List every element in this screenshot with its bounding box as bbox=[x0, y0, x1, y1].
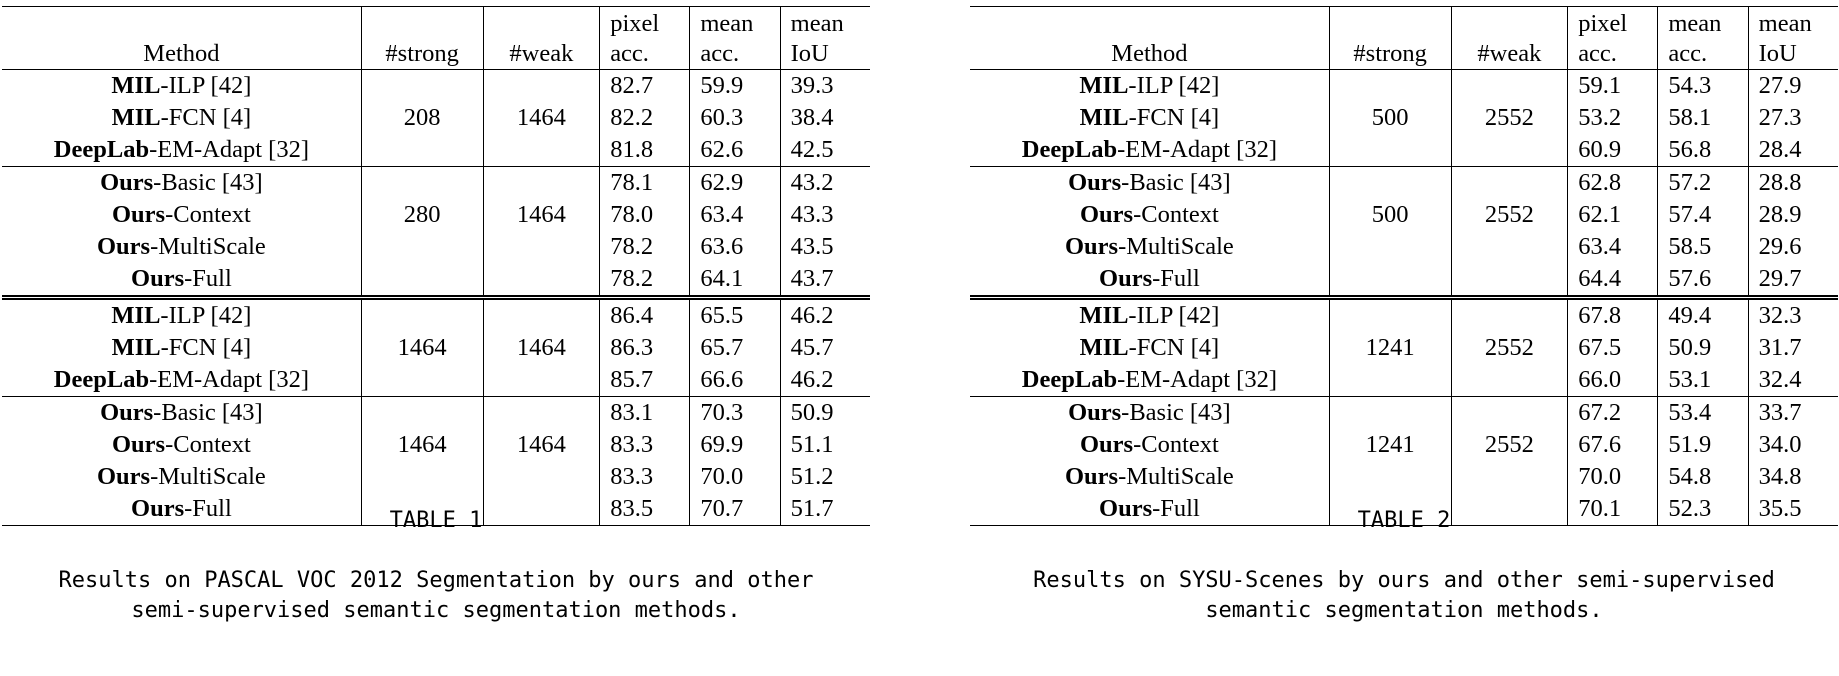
method-name-bold: Ours bbox=[97, 233, 151, 260]
method-name-suffix: -Full bbox=[184, 495, 232, 522]
table-row bbox=[2, 429, 870, 461]
mean-acc-cell: 50.9 bbox=[1658, 332, 1748, 364]
pixel-acc-cell: 78.0 bbox=[600, 199, 690, 231]
strong-count-cell: 1464 bbox=[361, 429, 483, 461]
method-cell bbox=[2, 102, 361, 134]
pixel-acc-cell: 64.4 bbox=[1568, 263, 1658, 298]
method-name-bold: Ours bbox=[1065, 233, 1119, 260]
mean-acc-cell: 52.3 bbox=[1658, 493, 1748, 526]
table-row bbox=[2, 134, 870, 167]
method-name-bold: DeepLab bbox=[1021, 136, 1118, 163]
header-mean-iou: mean IoU bbox=[1748, 7, 1838, 70]
pixel-acc-cell: 78.1 bbox=[600, 167, 690, 200]
method-name-bold: Ours bbox=[1099, 495, 1153, 522]
method-name-suffix: -ILP [42] bbox=[160, 72, 252, 99]
strong-count-cell bbox=[361, 364, 483, 397]
strong-count-cell: 1464 bbox=[361, 332, 483, 364]
weak-count-cell: 1464 bbox=[483, 332, 600, 364]
mean-iou-cell: 31.7 bbox=[1758, 334, 1802, 361]
weak-count-cell bbox=[483, 263, 600, 298]
strong-count-cell bbox=[1329, 231, 1451, 263]
method-name-bold: MIL bbox=[111, 302, 161, 329]
mean-iou-cell: 35.5 bbox=[1748, 493, 1838, 526]
method-name-suffix: -FCN [4] bbox=[160, 334, 252, 361]
pixel-acc-cell: 83.3 bbox=[600, 429, 690, 461]
weak-count-cell bbox=[1451, 298, 1568, 333]
strong-count-cell: 208 bbox=[361, 102, 483, 134]
strong-count-cell bbox=[361, 397, 483, 430]
weak-count-cell: 2552 bbox=[1451, 199, 1568, 231]
method-cell bbox=[2, 332, 361, 364]
method-name-bold: Ours bbox=[97, 463, 151, 490]
method-cell bbox=[970, 70, 1329, 103]
mean-iou-cell: 51.1 bbox=[790, 431, 834, 458]
header-weak: #weak bbox=[1451, 7, 1568, 70]
mean-acc-cell: 58.5 bbox=[1658, 231, 1748, 263]
strong-count-cell bbox=[1329, 364, 1451, 397]
method-name-suffix: -ILP [42] bbox=[1128, 302, 1220, 329]
mean-iou-cell: 34.0 bbox=[1758, 431, 1802, 458]
mean-acc-cell: 62.6 bbox=[690, 134, 780, 167]
mean-iou-cell: 38.4 bbox=[790, 104, 834, 131]
mean-acc-cell: 56.8 bbox=[1658, 134, 1748, 167]
method-name-suffix: -FCN [4] bbox=[1128, 334, 1220, 361]
mean-iou-cell: 29.6 bbox=[1758, 233, 1802, 260]
table-row bbox=[970, 167, 1838, 200]
header-method: Method bbox=[2, 7, 361, 70]
method-name-bold: MIL bbox=[111, 104, 161, 131]
method-name-bold: MIL bbox=[1079, 104, 1129, 131]
strong-count-cell: 280 bbox=[361, 199, 483, 231]
mean-iou-cell: 27.3 bbox=[1758, 104, 1802, 131]
method-name-bold: Ours bbox=[100, 169, 154, 196]
table-row bbox=[2, 70, 870, 103]
mean-acc-cell: 63.6 bbox=[690, 231, 780, 263]
table-1-caption bbox=[2, 476, 870, 626]
method-name-bold: Ours bbox=[111, 201, 166, 228]
mean-iou-cell: 43.3 bbox=[790, 201, 834, 228]
weak-count-cell: 1464 bbox=[483, 199, 600, 231]
pixel-acc-cell: 67.2 bbox=[1568, 397, 1658, 430]
strong-count-cell bbox=[361, 231, 483, 263]
mean-acc-cell: 60.3 bbox=[690, 102, 780, 134]
pixel-acc-cell: 59.1 bbox=[1568, 70, 1658, 103]
table-header-row bbox=[970, 7, 1838, 70]
method-name-suffix: -ILP [42] bbox=[160, 302, 252, 329]
table-row bbox=[970, 364, 1838, 397]
results-table-1-container bbox=[2, 6, 870, 526]
mean-iou-cell: 33.7 bbox=[1758, 399, 1802, 426]
method-name-suffix: -Context bbox=[1133, 201, 1219, 228]
method-cell bbox=[970, 231, 1329, 263]
header-mean-acc: mean acc. bbox=[690, 7, 780, 70]
method-name-suffix: -MultiScale bbox=[1118, 463, 1234, 490]
method-name-suffix: -Context bbox=[165, 201, 251, 228]
table-row bbox=[970, 332, 1838, 364]
method-cell bbox=[2, 364, 361, 397]
mean-acc-cell: 69.9 bbox=[690, 429, 780, 461]
mean-acc-cell: 53.1 bbox=[1658, 364, 1748, 397]
pixel-acc-cell: 70.0 bbox=[1568, 461, 1658, 493]
mean-iou-cell: 42.5 bbox=[780, 134, 870, 167]
weak-count-cell bbox=[483, 167, 600, 200]
method-cell bbox=[2, 298, 361, 333]
pixel-acc-cell: 83.1 bbox=[600, 397, 690, 430]
mean-iou-cell: 46.2 bbox=[780, 364, 870, 397]
mean-iou-cell: 45.7 bbox=[790, 334, 834, 361]
method-name-bold: MIL bbox=[1079, 302, 1129, 329]
table-row bbox=[970, 102, 1838, 134]
method-name-bold: Ours bbox=[1068, 169, 1122, 196]
table-row bbox=[970, 199, 1838, 231]
table-row bbox=[970, 429, 1838, 461]
table-row bbox=[2, 397, 870, 430]
mean-iou-cell: 32.3 bbox=[1758, 302, 1802, 329]
method-cell bbox=[970, 134, 1329, 167]
method-name-suffix: -EM-Adapt [32] bbox=[1117, 136, 1277, 163]
pixel-acc-cell: 83.3 bbox=[600, 461, 690, 493]
mean-iou-cell: 28.4 bbox=[1748, 134, 1838, 167]
table-2-caption-text: Results on SYSU-Scenes by ours and other semi-supervised semantic segmentation methods. bbox=[1033, 568, 1775, 623]
pixel-acc-cell: 67.8 bbox=[1568, 298, 1658, 333]
header-pixel-acc: pixel acc. bbox=[600, 7, 690, 70]
mean-acc-cell: 65.7 bbox=[690, 332, 780, 364]
weak-count-cell: 2552 bbox=[1451, 332, 1568, 364]
table-body bbox=[970, 70, 1838, 526]
mean-acc-cell: 64.1 bbox=[690, 263, 780, 298]
mean-acc-cell: 57.6 bbox=[1658, 263, 1748, 298]
results-table-2 bbox=[970, 6, 1838, 526]
pixel-acc-cell: 63.4 bbox=[1568, 231, 1658, 263]
method-cell bbox=[970, 263, 1329, 298]
table-row bbox=[2, 102, 870, 134]
results-table-2-container bbox=[970, 6, 1838, 526]
mean-iou-cell: 28.8 bbox=[1758, 169, 1802, 196]
pixel-acc-cell: 67.6 bbox=[1568, 429, 1658, 461]
pixel-acc-cell: 82.2 bbox=[600, 102, 690, 134]
strong-count-cell bbox=[1329, 397, 1451, 430]
weak-count-cell bbox=[483, 231, 600, 263]
table-2-caption-title: TABLE 2 bbox=[1357, 508, 1451, 533]
mean-acc-cell: 54.3 bbox=[1658, 70, 1748, 103]
method-cell bbox=[970, 199, 1329, 231]
mean-iou-cell: 27.9 bbox=[1758, 72, 1802, 99]
weak-count-cell bbox=[1451, 263, 1568, 298]
results-table-1 bbox=[2, 6, 870, 526]
table-1-caption-title: TABLE 1 bbox=[389, 508, 483, 533]
mean-iou-cell: 34.8 bbox=[1758, 463, 1802, 490]
table-row bbox=[2, 231, 870, 263]
mean-acc-cell: 57.2 bbox=[1658, 167, 1748, 200]
mean-acc-cell: 63.4 bbox=[690, 199, 780, 231]
header-mean-acc: mean acc. bbox=[1658, 7, 1748, 70]
table-row bbox=[970, 70, 1838, 103]
mean-iou-cell: 50.9 bbox=[790, 399, 834, 426]
method-name-suffix: -Full bbox=[1152, 265, 1200, 292]
table-2-caption bbox=[970, 476, 1838, 626]
method-name-suffix: -EM-Adapt [32] bbox=[1117, 366, 1277, 393]
header-method: Method bbox=[970, 7, 1329, 70]
mean-iou-cell: 43.5 bbox=[790, 233, 834, 260]
method-cell bbox=[2, 134, 361, 167]
weak-count-cell bbox=[483, 134, 600, 167]
mean-iou-cell: 43.2 bbox=[790, 169, 834, 196]
strong-count-cell bbox=[361, 134, 483, 167]
table-row bbox=[2, 364, 870, 397]
pixel-acc-cell: 66.0 bbox=[1568, 364, 1658, 397]
table-row bbox=[970, 231, 1838, 263]
method-cell bbox=[970, 298, 1329, 333]
mean-iou-cell: 43.7 bbox=[780, 263, 870, 298]
table-1-caption-text: Results on PASCAL VOC 2012 Segmentation by ours and other semi-supervised semantic segmentation methods. bbox=[58, 568, 814, 623]
method-cell bbox=[970, 332, 1329, 364]
method-cell bbox=[970, 397, 1329, 430]
strong-count-cell: 1241 bbox=[1329, 332, 1451, 364]
header-pixel-acc: pixel acc. bbox=[1568, 7, 1658, 70]
method-name-suffix: -ILP [42] bbox=[1128, 72, 1220, 99]
method-name-suffix: -Basic [43] bbox=[1121, 399, 1231, 426]
table-header-row bbox=[2, 7, 870, 70]
method-name-suffix: -MultiScale bbox=[150, 463, 266, 490]
mean-acc-cell: 59.9 bbox=[690, 70, 780, 103]
pixel-acc-cell: 62.1 bbox=[1568, 199, 1658, 231]
method-name-suffix: -MultiScale bbox=[1118, 233, 1234, 260]
mean-acc-cell: 51.9 bbox=[1658, 429, 1748, 461]
weak-count-cell bbox=[1451, 397, 1568, 430]
method-name-bold: MIL bbox=[111, 72, 161, 99]
table-row bbox=[970, 263, 1838, 298]
weak-count-cell: 1464 bbox=[483, 429, 600, 461]
weak-count-cell bbox=[1451, 231, 1568, 263]
method-name-suffix: -EM-Adapt [32] bbox=[149, 136, 309, 163]
weak-count-cell bbox=[483, 364, 600, 397]
method-name-bold: DeepLab bbox=[53, 136, 150, 163]
pixel-acc-cell: 81.8 bbox=[600, 134, 690, 167]
weak-count-cell bbox=[483, 70, 600, 103]
table-row bbox=[2, 167, 870, 200]
mean-acc-cell: 70.0 bbox=[690, 461, 780, 493]
method-cell bbox=[2, 167, 361, 200]
strong-count-cell bbox=[1329, 263, 1451, 298]
method-name-suffix: -Basic [43] bbox=[153, 169, 263, 196]
mean-acc-cell: 65.5 bbox=[690, 298, 780, 333]
pixel-acc-cell: 53.2 bbox=[1568, 102, 1658, 134]
table-row bbox=[970, 397, 1838, 430]
method-name-suffix: -EM-Adapt [32] bbox=[149, 366, 309, 393]
strong-count-cell bbox=[361, 167, 483, 200]
strong-count-cell bbox=[361, 298, 483, 333]
mean-acc-cell: 66.6 bbox=[690, 364, 780, 397]
method-cell bbox=[2, 231, 361, 263]
strong-count-cell bbox=[361, 70, 483, 103]
weak-count-cell: 2552 bbox=[1451, 102, 1568, 134]
pixel-acc-cell: 83.5 bbox=[600, 493, 690, 526]
weak-count-cell bbox=[1451, 364, 1568, 397]
table-body bbox=[2, 70, 870, 526]
mean-acc-cell: 58.1 bbox=[1658, 102, 1748, 134]
mean-iou-cell: 39.3 bbox=[790, 72, 834, 99]
mean-iou-cell: 32.4 bbox=[1748, 364, 1838, 397]
header-weak: #weak bbox=[483, 7, 600, 70]
mean-iou-cell: 51.2 bbox=[790, 463, 834, 490]
strong-count-cell: 500 bbox=[1329, 199, 1451, 231]
method-name-bold: Ours bbox=[1079, 201, 1134, 228]
pixel-acc-cell: 78.2 bbox=[600, 231, 690, 263]
method-name-bold: MIL bbox=[1079, 72, 1129, 99]
strong-count-cell bbox=[361, 263, 483, 298]
method-name-bold: MIL bbox=[1079, 334, 1129, 361]
method-name-bold: Ours bbox=[1065, 463, 1119, 490]
method-name-bold: Ours bbox=[1079, 431, 1134, 458]
pixel-acc-cell: 62.8 bbox=[1568, 167, 1658, 200]
method-cell bbox=[970, 102, 1329, 134]
strong-count-cell bbox=[1329, 298, 1451, 333]
method-name-bold: Ours bbox=[131, 495, 185, 522]
method-name-bold: MIL bbox=[111, 334, 161, 361]
mean-acc-cell: 53.4 bbox=[1658, 397, 1748, 430]
method-name-bold: DeepLab bbox=[53, 366, 150, 393]
method-name-suffix: -Context bbox=[1133, 431, 1219, 458]
weak-count-cell bbox=[1451, 70, 1568, 103]
method-cell bbox=[2, 397, 361, 430]
method-name-suffix: -Basic [43] bbox=[153, 399, 263, 426]
pixel-acc-cell: 86.4 bbox=[600, 298, 690, 333]
method-name-bold: Ours bbox=[131, 265, 185, 292]
method-name-suffix: -Context bbox=[165, 431, 251, 458]
method-name-bold: DeepLab bbox=[1021, 366, 1118, 393]
method-cell bbox=[2, 263, 361, 298]
strong-count-cell bbox=[1329, 70, 1451, 103]
pixel-acc-cell: 82.7 bbox=[600, 70, 690, 103]
method-name-bold: Ours bbox=[111, 431, 166, 458]
mean-acc-cell: 70.3 bbox=[690, 397, 780, 430]
table-row bbox=[2, 199, 870, 231]
mean-acc-cell: 62.9 bbox=[690, 167, 780, 200]
mean-iou-cell: 29.7 bbox=[1748, 263, 1838, 298]
mean-iou-cell: 46.2 bbox=[790, 302, 834, 329]
header-strong: #strong bbox=[1329, 7, 1451, 70]
method-name-suffix: -FCN [4] bbox=[160, 104, 252, 131]
strong-count-cell: 500 bbox=[1329, 102, 1451, 134]
method-name-suffix: -MultiScale bbox=[150, 233, 266, 260]
weak-count-cell bbox=[1451, 134, 1568, 167]
method-cell bbox=[970, 429, 1329, 461]
pixel-acc-cell: 70.1 bbox=[1568, 493, 1658, 526]
mean-acc-cell: 70.7 bbox=[690, 493, 780, 526]
mean-acc-cell: 57.4 bbox=[1658, 199, 1748, 231]
table-row bbox=[970, 134, 1838, 167]
weak-count-cell bbox=[483, 397, 600, 430]
method-name-suffix: -Basic [43] bbox=[1121, 169, 1231, 196]
strong-count-cell bbox=[1329, 134, 1451, 167]
method-cell bbox=[970, 364, 1329, 397]
pixel-acc-cell: 85.7 bbox=[600, 364, 690, 397]
mean-iou-cell: 28.9 bbox=[1758, 201, 1802, 228]
weak-count-cell bbox=[483, 298, 600, 333]
header-strong: #strong bbox=[361, 7, 483, 70]
pixel-acc-cell: 86.3 bbox=[600, 332, 690, 364]
table-row bbox=[2, 298, 870, 333]
pixel-acc-cell: 78.2 bbox=[600, 263, 690, 298]
pixel-acc-cell: 67.5 bbox=[1568, 332, 1658, 364]
weak-count-cell: 2552 bbox=[1451, 429, 1568, 461]
weak-count-cell bbox=[1451, 167, 1568, 200]
method-name-bold: Ours bbox=[100, 399, 154, 426]
method-name-suffix: -Full bbox=[184, 265, 232, 292]
header-mean-iou: mean IoU bbox=[780, 7, 870, 70]
method-cell bbox=[2, 429, 361, 461]
method-cell bbox=[2, 199, 361, 231]
weak-count-cell: 1464 bbox=[483, 102, 600, 134]
mean-acc-cell: 49.4 bbox=[1658, 298, 1748, 333]
method-cell bbox=[970, 167, 1329, 200]
mean-iou-cell: 51.7 bbox=[780, 493, 870, 526]
method-name-bold: Ours bbox=[1068, 399, 1122, 426]
mean-acc-cell: 54.8 bbox=[1658, 461, 1748, 493]
method-cell bbox=[2, 70, 361, 103]
strong-count-cell: 1241 bbox=[1329, 429, 1451, 461]
method-name-suffix: -Full bbox=[1152, 495, 1200, 522]
strong-count-cell bbox=[1329, 167, 1451, 200]
pixel-acc-cell: 60.9 bbox=[1568, 134, 1658, 167]
method-name-bold: Ours bbox=[1099, 265, 1153, 292]
table-row bbox=[970, 298, 1838, 333]
table-row bbox=[2, 263, 870, 298]
method-name-suffix: -FCN [4] bbox=[1128, 104, 1220, 131]
table-row bbox=[2, 332, 870, 364]
